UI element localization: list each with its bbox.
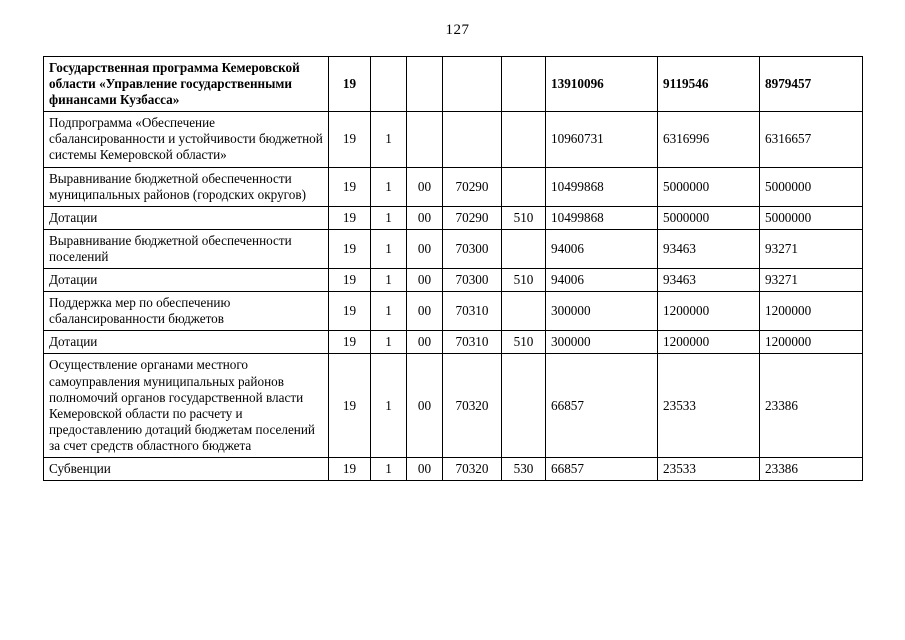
- row-value-2: 93463: [658, 229, 760, 268]
- row-type-code: 530: [502, 457, 546, 480]
- row-subprogram-code: 1: [371, 206, 407, 229]
- row-value-1: 94006: [546, 269, 658, 292]
- row-direction-code: 00: [407, 269, 443, 292]
- row-value-1: 300000: [546, 331, 658, 354]
- row-expense-code: 70290: [443, 206, 502, 229]
- table-row: [44, 269, 863, 292]
- row-direction-code: 00: [407, 331, 443, 354]
- row-program-code: 19: [329, 206, 371, 229]
- row-value-3: 93271: [760, 269, 863, 292]
- row-direction-code: [407, 112, 443, 167]
- row-direction-code: 00: [407, 457, 443, 480]
- table-row: [44, 331, 863, 354]
- row-subprogram-code: 1: [371, 457, 407, 480]
- row-value-2: 5000000: [658, 206, 760, 229]
- page-number: 127: [445, 22, 470, 38]
- row-value-3: 23386: [760, 354, 863, 458]
- row-expense-code: [443, 57, 502, 112]
- row-program-code: 19: [329, 57, 371, 112]
- row-value-3: 5000000: [760, 167, 863, 206]
- row-value-1: 300000: [546, 292, 658, 331]
- row-subprogram-code: [371, 57, 407, 112]
- row-value-2: 5000000: [658, 167, 760, 206]
- row-subprogram-code: 1: [371, 112, 407, 167]
- row-value-1: 13910096: [546, 57, 658, 112]
- row-type-code: [502, 354, 546, 458]
- table-row: [44, 457, 863, 480]
- row-program-code: 19: [329, 167, 371, 206]
- row-direction-code: 00: [407, 354, 443, 458]
- row-program-code: 19: [329, 292, 371, 331]
- row-value-2: 1200000: [658, 331, 760, 354]
- row-name: Дотации: [44, 331, 329, 354]
- row-value-3: 8979457: [760, 57, 863, 112]
- row-name: Выравнивание бюджетной обеспеченности муниципальных районов (городских округов): [44, 167, 329, 206]
- row-value-3: 93271: [760, 229, 863, 268]
- row-expense-code: 70310: [443, 292, 502, 331]
- row-program-code: 19: [329, 331, 371, 354]
- row-value-2: 23533: [658, 457, 760, 480]
- row-program-code: 19: [329, 112, 371, 167]
- row-subprogram-code: 1: [371, 354, 407, 458]
- row-value-1: 10960731: [546, 112, 658, 167]
- table-row: [44, 229, 863, 268]
- row-value-1: 10499868: [546, 206, 658, 229]
- row-subprogram-code: 1: [371, 167, 407, 206]
- row-subprogram-code: 1: [371, 331, 407, 354]
- row-value-1: 94006: [546, 229, 658, 268]
- row-value-3: 1200000: [760, 292, 863, 331]
- row-expense-code: 70320: [443, 354, 502, 458]
- row-expense-code: 70290: [443, 167, 502, 206]
- row-value-3: 5000000: [760, 206, 863, 229]
- row-type-code: 510: [502, 269, 546, 292]
- row-type-code: [502, 167, 546, 206]
- row-name: Государственная программа Кемеровской области «Управление государственными финансами Кузбасса»: [44, 57, 329, 112]
- row-direction-code: 00: [407, 206, 443, 229]
- row-program-code: 19: [329, 269, 371, 292]
- table-row: [44, 57, 863, 112]
- row-name: Субвенции: [44, 457, 329, 480]
- row-value-3: 23386: [760, 457, 863, 480]
- row-type-code: 510: [502, 331, 546, 354]
- budget-table: [43, 56, 863, 481]
- row-name: Осуществление органами местного самоуправления муниципальных районов полномочий органов государственной власти Кемеровской области по расчету и предоставлению дотаций бюджетам поселений за счет средств областного бюджета: [44, 354, 329, 458]
- row-type-code: 510: [502, 206, 546, 229]
- table-row: [44, 354, 863, 458]
- row-name: Дотации: [44, 206, 329, 229]
- table-row: [44, 292, 863, 331]
- row-value-1: 66857: [546, 457, 658, 480]
- row-name: Поддержка мер по обеспечению сбалансированности бюджетов: [44, 292, 329, 331]
- row-value-3: 6316657: [760, 112, 863, 167]
- row-direction-code: [407, 57, 443, 112]
- row-type-code: [502, 57, 546, 112]
- table-row: [44, 112, 863, 167]
- row-value-1: 10499868: [546, 167, 658, 206]
- row-subprogram-code: 1: [371, 229, 407, 268]
- row-value-1: 66857: [546, 354, 658, 458]
- table-row: [44, 206, 863, 229]
- row-type-code: [502, 229, 546, 268]
- row-program-code: 19: [329, 229, 371, 268]
- row-value-3: 1200000: [760, 331, 863, 354]
- row-value-2: 1200000: [658, 292, 760, 331]
- row-expense-code: 70320: [443, 457, 502, 480]
- row-value-2: 6316996: [658, 112, 760, 167]
- row-direction-code: 00: [407, 292, 443, 331]
- row-type-code: [502, 112, 546, 167]
- row-name: Дотации: [44, 269, 329, 292]
- row-program-code: 19: [329, 354, 371, 458]
- row-direction-code: 00: [407, 229, 443, 268]
- row-name: Подпрограмма «Обеспечение сбалансированности и устойчивости бюджетной системы Кемеровской области»: [44, 112, 329, 167]
- row-direction-code: 00: [407, 167, 443, 206]
- budget-table-container: [0, 39, 905, 481]
- row-expense-code: 70300: [443, 229, 502, 268]
- row-expense-code: 70300: [443, 269, 502, 292]
- table-row: [44, 167, 863, 206]
- row-subprogram-code: 1: [371, 292, 407, 331]
- row-program-code: 19: [329, 457, 371, 480]
- row-subprogram-code: 1: [371, 269, 407, 292]
- row-name: Выравнивание бюджетной обеспеченности поселений: [44, 229, 329, 268]
- row-value-2: 9119546: [658, 57, 760, 112]
- row-type-code: [502, 292, 546, 331]
- budget-table-body: [44, 57, 863, 481]
- row-expense-code: [443, 112, 502, 167]
- row-expense-code: 70310: [443, 331, 502, 354]
- row-value-2: 93463: [658, 269, 760, 292]
- row-value-2: 23533: [658, 354, 760, 458]
